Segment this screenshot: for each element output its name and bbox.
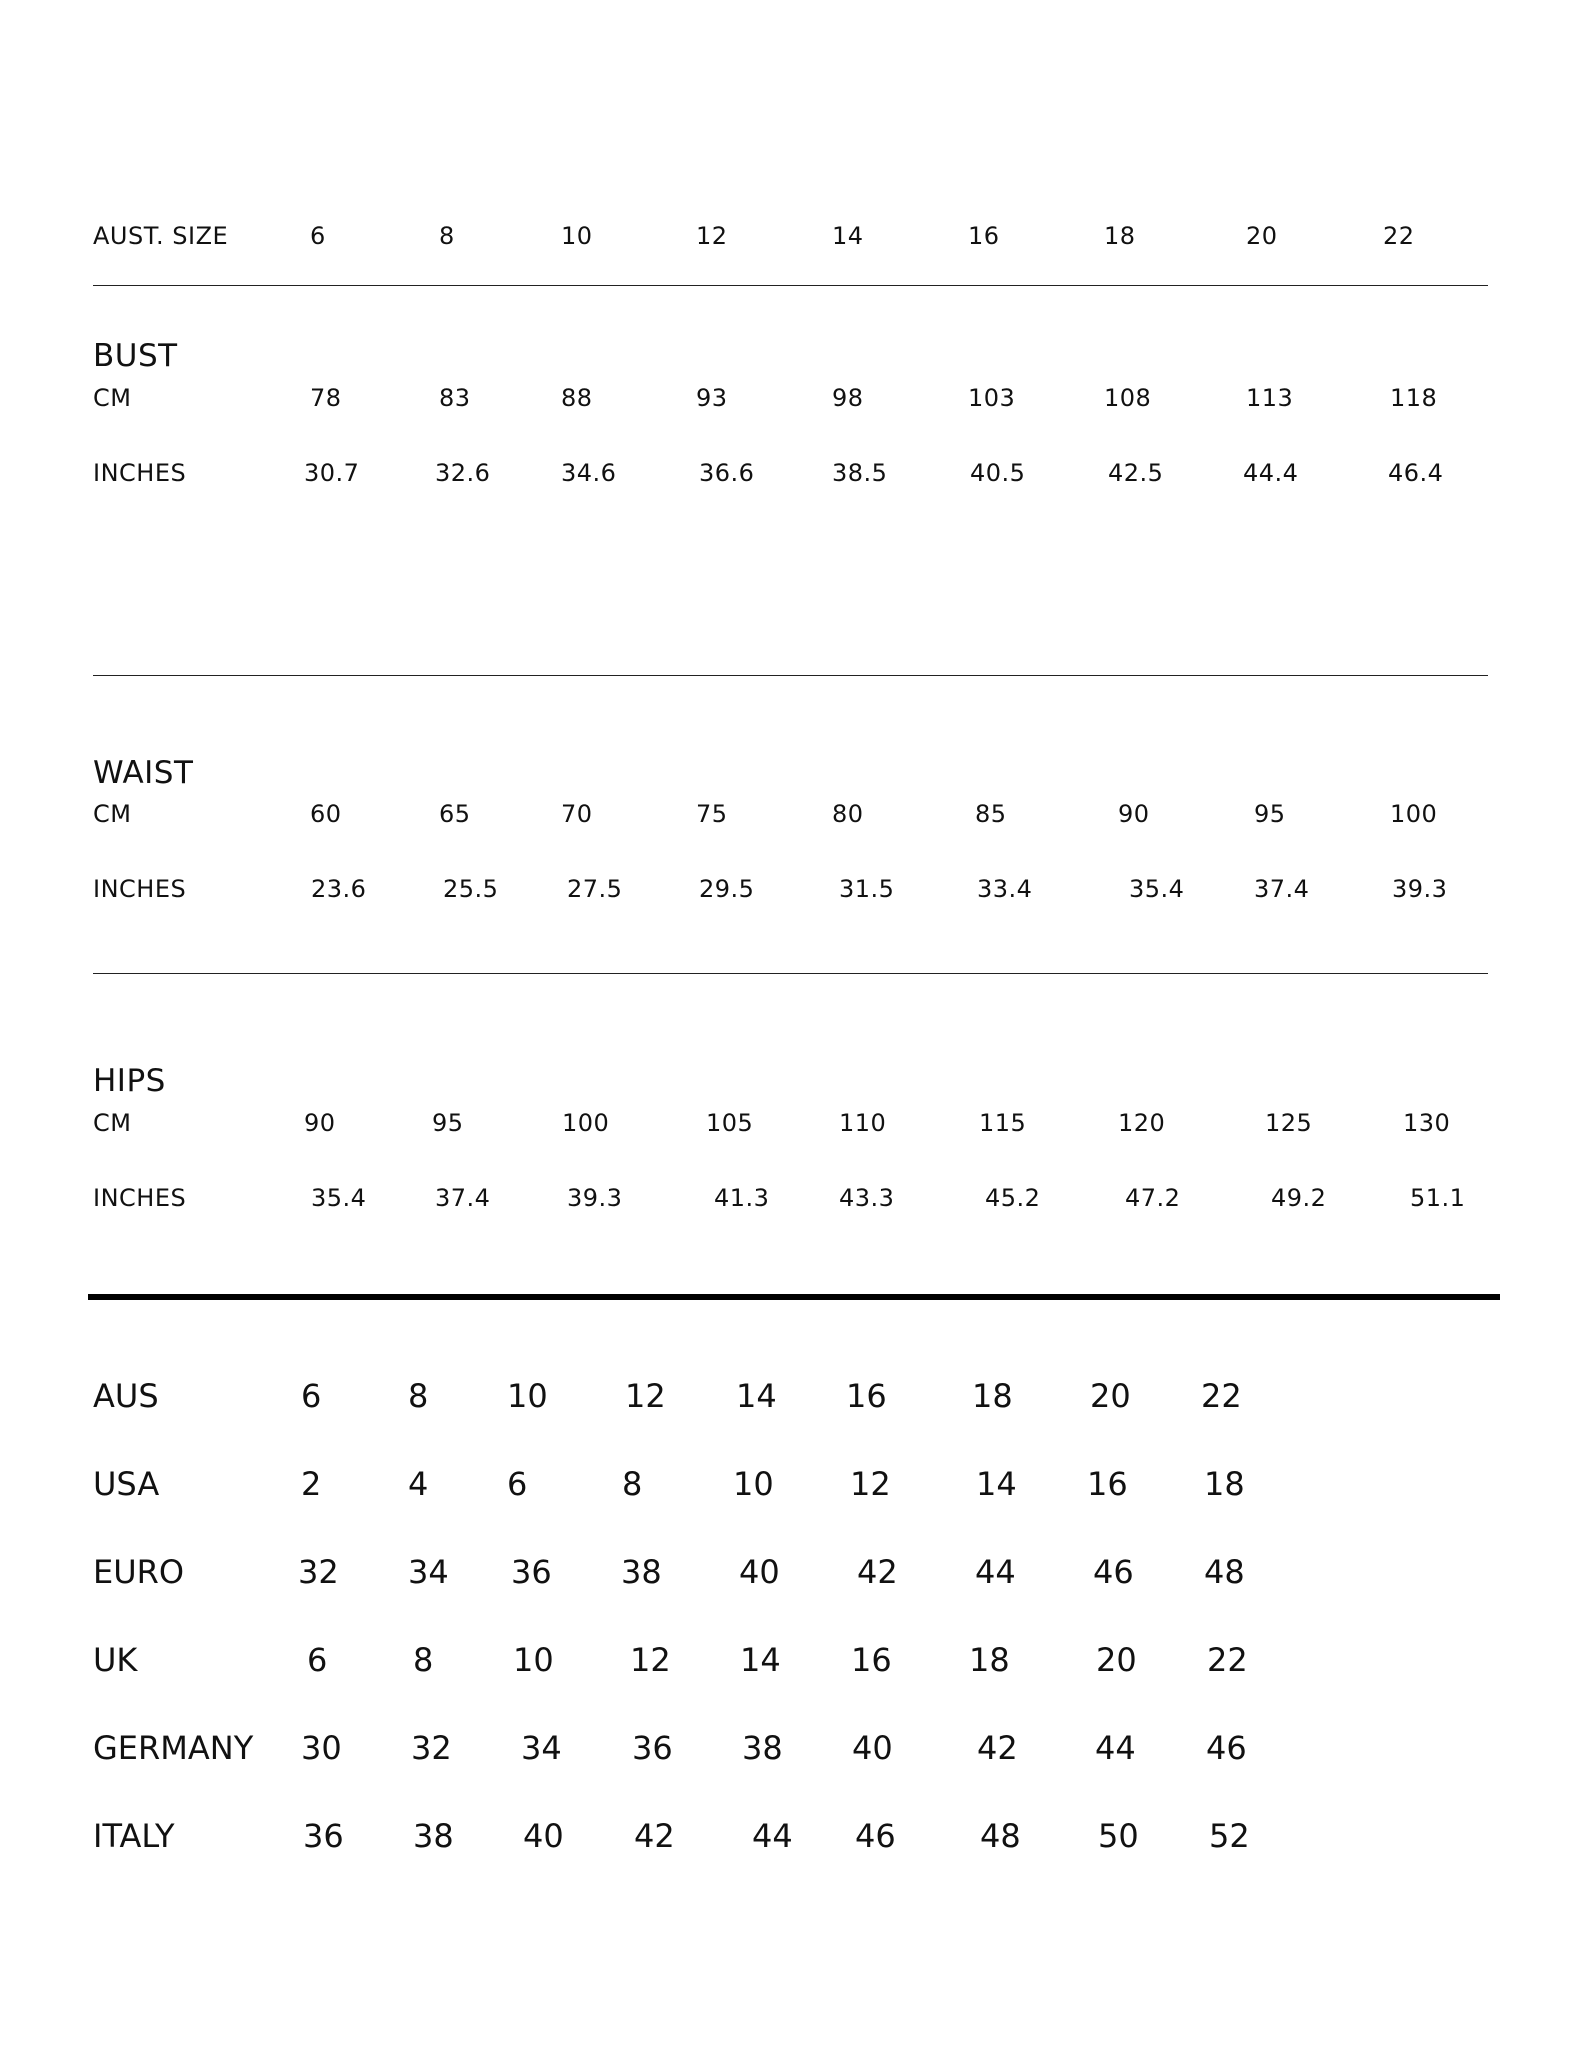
value-cell: 36 — [632, 1729, 673, 1767]
bust-heading-row — [93, 338, 1493, 378]
value-cell: 78 — [310, 384, 342, 412]
value-cell: 16 — [846, 1377, 887, 1415]
value-cell: 34 — [408, 1553, 449, 1591]
size-cell: 14 — [832, 222, 864, 250]
value-cell: 6 — [507, 1465, 528, 1503]
value-cell: 35.4 — [311, 1184, 367, 1212]
value-cell: 38 — [742, 1729, 783, 1767]
size-cell: 6 — [310, 222, 326, 250]
value-cell: 37.4 — [435, 1184, 491, 1212]
value-cell: 41.3 — [714, 1184, 770, 1212]
value-cell: 30 — [301, 1729, 342, 1767]
value-cell: 93 — [696, 384, 728, 412]
value-cell: 38 — [621, 1553, 662, 1591]
bust-heading: BUST — [93, 338, 178, 374]
value-cell: 115 — [979, 1109, 1027, 1137]
waist-heading-row — [93, 755, 1493, 795]
value-cell: 50 — [1098, 1817, 1139, 1855]
value-cell: 130 — [1403, 1109, 1451, 1137]
aust-size-label: AUST. SIZE — [93, 222, 229, 250]
value-cell: 38.5 — [832, 459, 888, 487]
conversion-row-aus — [93, 1377, 1493, 1417]
value-cell: 42 — [634, 1817, 675, 1855]
divider-line — [93, 675, 1488, 676]
conversion-row-usa — [93, 1465, 1493, 1505]
value-cell: 85 — [975, 800, 1007, 828]
value-cell: 2 — [301, 1465, 322, 1503]
value-cell: 45.2 — [985, 1184, 1041, 1212]
value-cell: 40.5 — [970, 459, 1026, 487]
value-cell: 18 — [1204, 1465, 1245, 1503]
value-cell: 20 — [1090, 1377, 1131, 1415]
value-cell: 16 — [851, 1641, 892, 1679]
value-cell: 98 — [832, 384, 864, 412]
value-cell: 39.3 — [567, 1184, 623, 1212]
size-cell: 12 — [696, 222, 728, 250]
value-cell: 95 — [432, 1109, 464, 1137]
size-cell: 18 — [1104, 222, 1136, 250]
value-cell: 14 — [976, 1465, 1017, 1503]
value-cell: 42 — [977, 1729, 1018, 1767]
value-cell: 8 — [622, 1465, 643, 1503]
hips-heading: HIPS — [93, 1063, 166, 1099]
value-cell: 29.5 — [699, 875, 755, 903]
value-cell: 83 — [439, 384, 471, 412]
country-label: USA — [93, 1465, 160, 1503]
value-cell: 14 — [736, 1377, 777, 1415]
value-cell: 42.5 — [1108, 459, 1164, 487]
value-cell: 90 — [1118, 800, 1150, 828]
value-cell: 108 — [1104, 384, 1152, 412]
waist-cm-row — [93, 800, 1493, 840]
value-cell: 46 — [1093, 1553, 1134, 1591]
hips-heading-row — [93, 1063, 1493, 1103]
value-cell: 100 — [1390, 800, 1438, 828]
size-cell: 22 — [1383, 222, 1415, 250]
value-cell: 10 — [507, 1377, 548, 1415]
cm-label: CM — [93, 800, 132, 828]
conversion-row-uk — [93, 1641, 1493, 1681]
hips-cm-row — [93, 1109, 1493, 1149]
value-cell: 113 — [1246, 384, 1294, 412]
value-cell: 88 — [561, 384, 593, 412]
country-label: EURO — [93, 1553, 185, 1591]
value-cell: 37.4 — [1254, 875, 1310, 903]
value-cell: 8 — [408, 1377, 429, 1415]
inches-label: INCHES — [93, 875, 187, 903]
value-cell: 31.5 — [839, 875, 895, 903]
bust-cm-row — [93, 384, 1493, 424]
value-cell: 40 — [523, 1817, 564, 1855]
aust-size-header-row — [93, 222, 1493, 262]
value-cell: 35.4 — [1129, 875, 1185, 903]
value-cell: 44 — [752, 1817, 793, 1855]
value-cell: 32.6 — [435, 459, 491, 487]
value-cell: 12 — [630, 1641, 671, 1679]
cm-label: CM — [93, 384, 132, 412]
value-cell: 33.4 — [977, 875, 1033, 903]
size-cell: 10 — [561, 222, 593, 250]
value-cell: 6 — [301, 1377, 322, 1415]
value-cell: 48 — [1204, 1553, 1245, 1591]
value-cell: 25.5 — [443, 875, 499, 903]
value-cell: 47.2 — [1125, 1184, 1181, 1212]
value-cell: 90 — [304, 1109, 336, 1137]
value-cell: 22 — [1207, 1641, 1248, 1679]
value-cell: 4 — [408, 1465, 429, 1503]
value-cell: 16 — [1087, 1465, 1128, 1503]
waist-inches-row — [93, 875, 1493, 915]
value-cell: 36 — [303, 1817, 344, 1855]
size-cell: 20 — [1246, 222, 1278, 250]
inches-label: INCHES — [93, 1184, 187, 1212]
value-cell: 95 — [1254, 800, 1286, 828]
value-cell: 80 — [832, 800, 864, 828]
value-cell: 27.5 — [567, 875, 623, 903]
value-cell: 40 — [739, 1553, 780, 1591]
value-cell: 51.1 — [1410, 1184, 1466, 1212]
size-cell: 16 — [968, 222, 1000, 250]
country-label: GERMANY — [93, 1729, 254, 1767]
value-cell: 34 — [521, 1729, 562, 1767]
value-cell: 10 — [513, 1641, 554, 1679]
value-cell: 14 — [740, 1641, 781, 1679]
value-cell: 48 — [980, 1817, 1021, 1855]
value-cell: 32 — [411, 1729, 452, 1767]
divider-line — [93, 285, 1488, 286]
value-cell: 42 — [857, 1553, 898, 1591]
value-cell: 70 — [561, 800, 593, 828]
value-cell: 20 — [1096, 1641, 1137, 1679]
value-cell: 39.3 — [1392, 875, 1448, 903]
value-cell: 23.6 — [311, 875, 367, 903]
value-cell: 103 — [968, 384, 1016, 412]
inches-label: INCHES — [93, 459, 187, 487]
value-cell: 49.2 — [1271, 1184, 1327, 1212]
value-cell: 110 — [839, 1109, 887, 1137]
value-cell: 30.7 — [304, 459, 360, 487]
value-cell: 60 — [310, 800, 342, 828]
value-cell: 52 — [1209, 1817, 1250, 1855]
conversion-row-italy — [93, 1817, 1493, 1857]
value-cell: 46 — [1206, 1729, 1247, 1767]
value-cell: 44 — [975, 1553, 1016, 1591]
value-cell: 125 — [1265, 1109, 1313, 1137]
value-cell: 105 — [706, 1109, 754, 1137]
cm-label: CM — [93, 1109, 132, 1137]
hips-inches-row — [93, 1184, 1493, 1224]
section-separator — [88, 1294, 1500, 1300]
waist-heading: WAIST — [93, 755, 194, 791]
value-cell: 36.6 — [699, 459, 755, 487]
size-cell: 8 — [439, 222, 455, 250]
value-cell: 12 — [850, 1465, 891, 1503]
country-label: AUS — [93, 1377, 159, 1415]
value-cell: 38 — [413, 1817, 454, 1855]
value-cell: 22 — [1201, 1377, 1242, 1415]
value-cell: 6 — [307, 1641, 328, 1679]
value-cell: 18 — [972, 1377, 1013, 1415]
value-cell: 34.6 — [561, 459, 617, 487]
value-cell: 10 — [733, 1465, 774, 1503]
value-cell: 18 — [969, 1641, 1010, 1679]
conversion-row-euro — [93, 1553, 1493, 1593]
value-cell: 75 — [696, 800, 728, 828]
value-cell: 46 — [855, 1817, 896, 1855]
value-cell: 32 — [298, 1553, 339, 1591]
value-cell: 44 — [1095, 1729, 1136, 1767]
divider-line — [93, 973, 1488, 974]
value-cell: 36 — [511, 1553, 552, 1591]
country-label: UK — [93, 1641, 138, 1679]
value-cell: 43.3 — [839, 1184, 895, 1212]
value-cell: 40 — [852, 1729, 893, 1767]
value-cell: 118 — [1390, 384, 1438, 412]
conversion-row-germany — [93, 1729, 1493, 1769]
value-cell: 44.4 — [1243, 459, 1299, 487]
country-label: ITALY — [93, 1817, 175, 1855]
value-cell: 8 — [413, 1641, 434, 1679]
value-cell: 12 — [625, 1377, 666, 1415]
value-cell: 120 — [1118, 1109, 1166, 1137]
value-cell: 46.4 — [1388, 459, 1444, 487]
value-cell: 65 — [439, 800, 471, 828]
value-cell: 100 — [562, 1109, 610, 1137]
bust-inches-row — [93, 459, 1493, 499]
